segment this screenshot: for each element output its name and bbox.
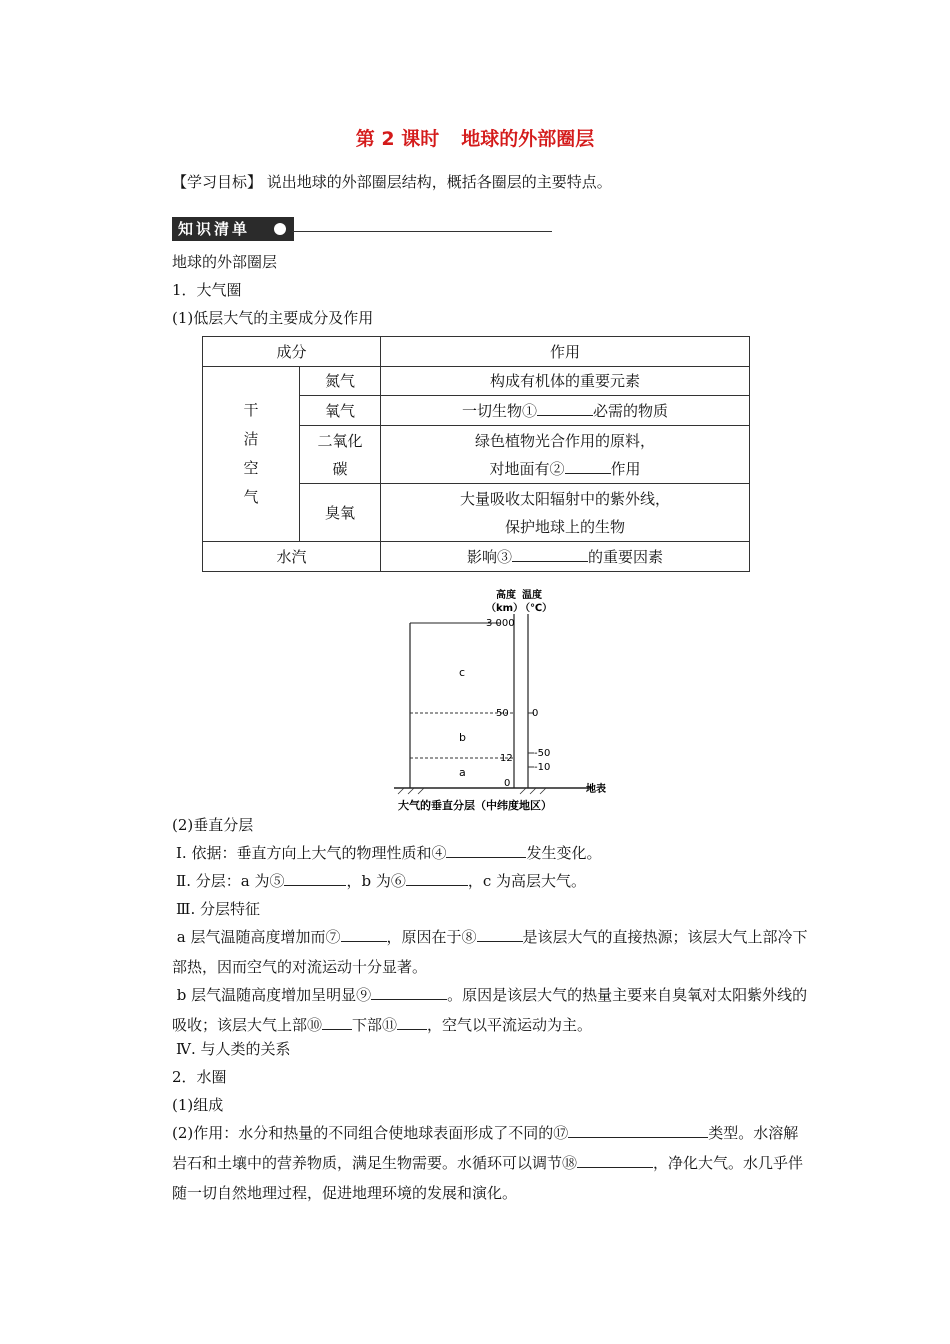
oxygen-cell: 氧气 <box>300 396 381 426</box>
blank-9[interactable] <box>371 985 447 1000</box>
nitrogen-role: 构成有机体的重要元素 <box>381 367 750 396</box>
atmosphere-layer-diagram <box>380 586 620 816</box>
ozone-role: 大量吸收太阳辐射中的紫外线， 保护地球上的生物 <box>381 484 750 542</box>
blank-17[interactable] <box>568 1123 708 1138</box>
temp-tick-minus10: -10 <box>534 762 551 773</box>
temp-tick-0: 0 <box>532 708 539 719</box>
goal-text: 说出地球的外部圈层结构，概括各圈层的主要特点。 <box>266 173 612 191</box>
temp-header: 温度 <box>522 590 542 601</box>
tick-50: 50 <box>496 708 509 719</box>
oxygen-role: 一切生物① 必需的物质 <box>381 396 750 426</box>
dry-air-label: 干 洁 空 气 <box>203 367 300 542</box>
tick-12: 12 <box>500 753 513 764</box>
water-function-paragraph: (2)作用：水分和热量的不同组合使地球表面形成了不同的⑰ 类型。水溶解岩石和土壤中的营养物质，满足生物需要。水循环可以调节⑱ ，净化大气。水几乎伴随一切自然地理过程，促进地理环境的发展和演化。 <box>172 1124 804 1202</box>
alt-header: 高度 <box>496 590 516 601</box>
composition-table <box>202 336 750 572</box>
blank-18[interactable] <box>577 1153 653 1168</box>
badge-dot-icon <box>274 223 286 235</box>
blank-8[interactable] <box>477 927 523 942</box>
water-vapor-role: 影响③ 的重要因素 <box>381 542 750 572</box>
feature-a-paragraph: a 层气温随高度增加而⑦ ，原因在于⑧ 是该层大气的直接热源；该层大气上部冷下部热，因而空气的对流运动十分显著。 <box>172 928 808 976</box>
subsection-composition: (1)低层大气的主要成分及作用 <box>172 309 374 327</box>
goal-label: 【学习目标】 <box>172 173 263 191</box>
temp-tick-minus50: -50 <box>534 748 551 759</box>
water-vapor-cell: 水汽 <box>203 542 381 572</box>
ground-label: 地表 <box>586 784 606 795</box>
basis-line: Ⅰ. 依据：垂直方向上大气的物理性质和④ 发生变化。 <box>176 844 602 862</box>
page-title <box>0 124 950 151</box>
lesson-topic: 地球的外部圈层 <box>461 128 595 150</box>
badge-rule <box>292 231 552 232</box>
tick-0: 0 <box>504 778 511 789</box>
subsection-composition-water: (1)组成 <box>172 1096 224 1114</box>
temp-unit: （℃） <box>520 603 553 614</box>
header-role: 作用 <box>381 337 750 367</box>
subsection-vertical: (2)垂直分层 <box>172 816 254 834</box>
lesson-number: 第 2 课时 <box>355 128 440 150</box>
section-atmosphere: 1．大气圈 <box>172 281 242 299</box>
diagram-caption: 大气的垂直分层（中纬度地区） <box>398 799 552 812</box>
section-hydrosphere: 2．水圈 <box>172 1068 227 1086</box>
feature-b-paragraph: b 层气温随高度增加呈明显⑨ 。原因是该层大气的热量主要来自臭氧对太阳紫外线的吸收；该层大气上部⑩ 下部⑪ ，空气以平流运动为主。 <box>172 986 808 1034</box>
blank-11[interactable] <box>397 1015 427 1030</box>
human-relation: Ⅳ. 与人类的关系 <box>176 1040 291 1058</box>
ground-hatching <box>398 788 546 794</box>
heading: 地球的外部圈层 <box>172 253 278 271</box>
blank-2[interactable] <box>565 459 611 474</box>
co2-cell: 二氧化 碳 <box>300 426 381 484</box>
blank-6[interactable] <box>406 871 468 886</box>
section-badge: 知识清单 <box>172 217 294 241</box>
features-title: Ⅲ. 分层特征 <box>176 900 261 918</box>
layer-c-label: c <box>459 666 466 679</box>
blank-5[interactable] <box>284 871 346 886</box>
nitrogen-cell: 氮气 <box>300 367 381 396</box>
tick-3000: 3 000 <box>486 618 515 629</box>
blank-1[interactable] <box>537 401 593 416</box>
header-composition: 成分 <box>203 337 381 367</box>
ozone-cell: 臭氧 <box>300 484 381 542</box>
alt-unit: （km） <box>486 603 524 614</box>
blank-7[interactable] <box>341 927 387 942</box>
blank-4[interactable] <box>446 843 526 858</box>
layer-b-label: b <box>459 731 466 744</box>
co2-role: 绿色植物光合作用的原料， 对地面有② 作用 <box>381 426 750 484</box>
learning-goal <box>172 171 612 192</box>
blank-3[interactable] <box>512 547 588 562</box>
layer-a-label: a <box>459 766 466 779</box>
layers-line: Ⅱ. 分层：a 为⑤ ，b 为⑥ ，c 为高层大气。 <box>176 872 586 890</box>
blank-10[interactable] <box>322 1015 352 1030</box>
